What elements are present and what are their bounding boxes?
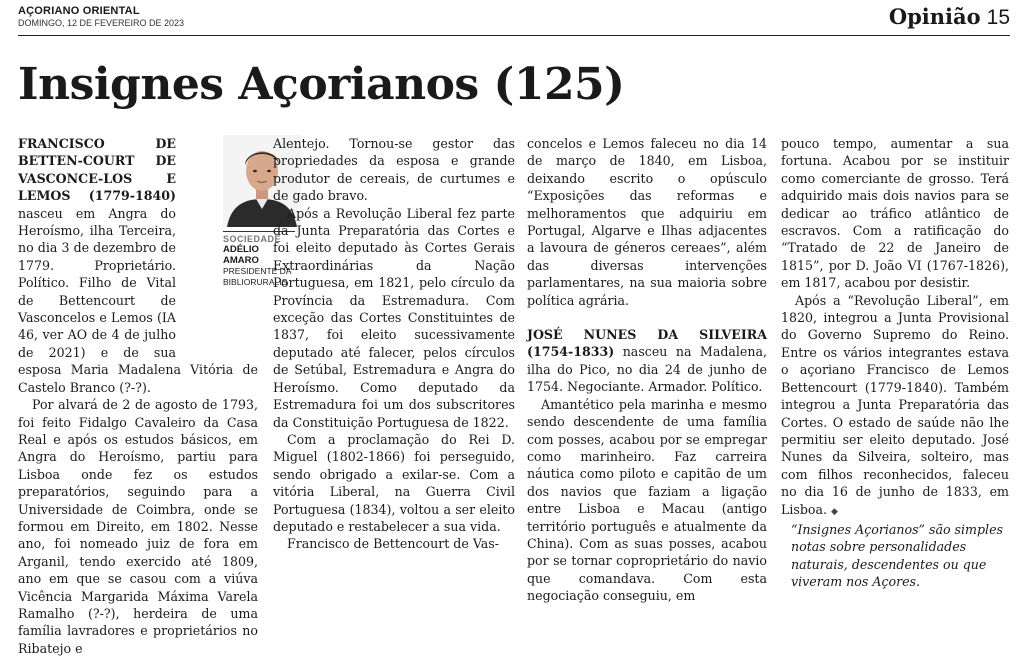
section-header (889, 4, 1010, 30)
subject-name: FRANCISCO DE BETTEN-COURT DE VASCONCE-LOS E LEMOS (1779-1840) (18, 136, 176, 204)
paragraph-text: Após a “Revolução Liberal”, em 1820, integrou a Junta Provisional do Governo Supremo do Reino. Entre os vários integrantes estava o açoriano Francisco de Lemos Bettencourt (1779-1840). Também integrou a Junta Preparatória das Cortes. O estado de saúde não lhe permitiu ser eleito deputado. José Nunes da Silveira, solteiro, mas com filhos reconhecidos, faleceu no dia 16 de junho de 1833, em Lisboa. (781, 292, 1009, 517)
series-note: “Insignes Açorianos” são simples notas sobre personalidades naturais, descendentes ou que viveram nos Açores. (791, 521, 1003, 590)
header-rule (18, 35, 1010, 36)
article-column-4 (781, 135, 1009, 591)
article-paragraph-continued: concelos e Lemos faleceu no dia 14 de março de 1840, em Lisboa, deixando escrito o opúsculo “Exposições das reformas e melhoramentos que adquiriu em Portugal, Algarve e Ilhas adjacentes a lavoura de géneros cereaes”, além das diversas intervenções parlamentares, na sua maioria sobre política agrária. (527, 136, 767, 308)
article-paragraph: Por alvará de 2 de agosto de 1793, foi feito Fidalgo Cavaleiro da Casa Real e após os estudos básicos, em Angra do Heroísmo, partiu para Lisboa onde fez os estudos preparatórios, seguindo para a Universidade de Coimbra, onde se formou em Direito, em 1802. Nesse ano, foi nomeado juiz de fora em Arganil, tendo exercido até 1809, ano em que se casou com a viúva Vicência Margarida Máxima Varela Ramalho (?-?), herdeira de uma família lavradores e proprietários no Ribatejo e (18, 397, 258, 656)
article-headline: Insignes Açorianos (125) (18, 59, 625, 110)
end-mark-icon: ◆ (831, 506, 838, 517)
article-column-3 (527, 135, 767, 605)
publication-name: AÇORIANO ORIENTAL (18, 5, 140, 17)
article-column-1 (18, 135, 258, 657)
section-name: Opinião (888, 4, 981, 29)
page-number: 15 (986, 6, 1010, 29)
article-paragraph: Amantético pela marinha e mesmo sendo descendente de uma família com posses, acabou por se empregar como marinheiro. Faz carreira náutica como piloto e capitão de um dos navios que faziam a ligação entre Lisboa e Macau (antigo território português e atualmente da China). Com as suas posses, acabou por se tornar coproprietário do navio que comandava. Com esta negociação conseguiu, em (527, 396, 767, 604)
publication-date: DOMINGO, 12 DE FEVEREIRO DE 2023 (18, 18, 185, 28)
author-name-first: ADÉLIO (223, 244, 259, 255)
article-paragraph: Após a Revolução Liberal fez parte da Junta Preparatória das Cortes e foi eleito deputado às Cortes Gerais Extraordinárias da Nação Portuguesa, em 1821, pelo círculo da Província da Estremadura. Com exceção das Cortes Constituintes de 1837, foi eleito sucessivamente deputado até falecer, pelos círculos de Setúbal, Estremadura e Angra do Heroísmo. Como deputado da Estremadura foi um dos subscritores da Constituição Portuguesa de 1822. (273, 205, 515, 430)
author-section-label: SOCIEDADE (223, 234, 282, 244)
article-paragraph-continued: pouco tempo, aumentar a sua fortuna. Acabou por se instituir como comerciante de grosso. Terá adquirido mais dois navios para se dedicar ao tráfico atlântico de escravos. Com a ratificação do “Tratado de 22 de Janeiro de 1815”, por D. João VI (1767-1826), em 1817, acabou por desistir. (781, 136, 1009, 291)
paragraph-text: nasceu na Madalena, ilha do Pico, no dia 24 de junho de 1754. Negociante. Armador. Político. (527, 344, 767, 395)
article-paragraph (527, 326, 767, 396)
article-paragraph (781, 292, 1009, 521)
author-name-last: AMARO (223, 255, 259, 266)
author-role: PRESIDENTE DA BIBLIORURALIS (223, 266, 292, 287)
subject-name: JOSÉ NUNES DA SILVEIRA (1754-1833) (527, 327, 767, 360)
article-paragraph-continued: Alentejo. Tornou-se gestor das propriedades da esposa e grande produtor de cereais, de curtumes e de gado bravo. (273, 136, 515, 204)
author-float-spacer (176, 135, 258, 349)
article-paragraph: Francisco de Bettencourt de Vas- (287, 536, 499, 552)
article-paragraph: Com a proclamação do Rei D. Miguel (1802-1866) foi perseguido, sendo obrigado a exilar-se. Com a vitória Liberal, na Guerra Civil Portuguesa (1834), voltou a ser eleito deputado e restabelecer a sua vida. (273, 431, 515, 534)
article-column-2 (273, 135, 515, 553)
paragraph-text: nasceu em Angra do Heroísmo, ilha Terceira, no dia 3 de dezembro de 1779. Proprietário. Político. Filho de Vital de Bettencourt de Vasconcelos e Lemos (IA 46, ver AO de 4 de julho de 2021) e de sua esposa Maria Madalena Vitória de Castelo Branco (?-?). (18, 205, 258, 395)
